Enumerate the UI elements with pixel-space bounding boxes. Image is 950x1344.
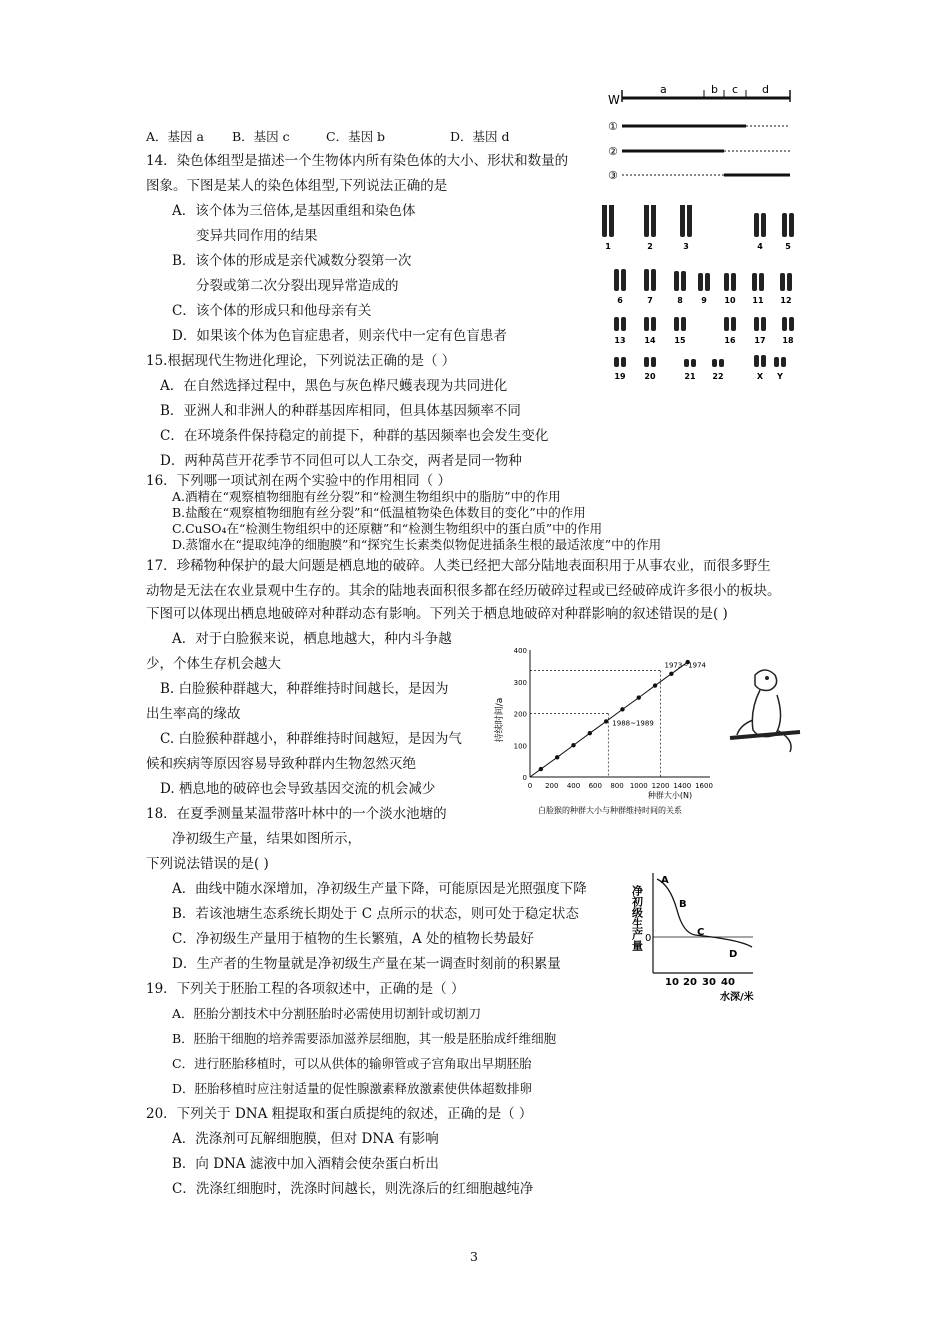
segment-b-label: b [711,83,718,96]
chromosome-pair-5 [782,213,794,237]
q15-option-b: B．亚洲人和非洲人的种群基因库相同，但具体基因频率不同 [160,403,521,419]
chart1-ytick: 0 [522,774,527,782]
chromosome-pair-2 [644,205,656,237]
chromosome-pair-1 [602,205,614,237]
q18-option-d: D．生产者的生物量就是净初级生产量在某一调查时刻前的积累量 [172,956,561,972]
q17-option-a-cont: 少，个体生存机会越大 [146,656,281,672]
chromosome-label-2: 2 [647,242,653,251]
chart1-series-line [530,662,688,777]
q13-option-c: C．基因 b [326,129,386,144]
chart1-ytick: 100 [513,742,527,751]
chromosome-pair-9 [698,273,710,291]
chromosome-label-10: 10 [724,296,736,305]
chromosome-pair-13 [614,317,626,331]
chromosome-label-19: 19 [614,372,626,381]
q17-option-a: A．对于白脸猴来说，栖息地越大，种内斗争越 [172,631,452,647]
chromosome-label-14: 14 [644,336,656,345]
q15-option-a: A．在自然选择过程中，黑色与灰色桦尺蠖表现为共同进化 [160,378,508,394]
q17-option-c: C. 白脸猴种群越小，种群维持时间越短，是因为气 [160,731,462,747]
q14-option-b-cont: 分裂或第二次分裂出现异常造成的 [196,278,399,294]
q14-option-b: B．该个体的形成是亲代减数分裂第一次 [172,253,412,269]
chart2-xtick-20: 20 [683,977,697,988]
chart2-xtick-40: 40 [721,977,735,988]
gene-row-w-label: W [608,93,620,107]
chart1-xtick: 400 [566,782,581,790]
q19-stem: 19．下列关于胚胎工程的各项叙述中，正确的是（ ） [146,981,465,997]
q13-option-b: B．基因 c [232,129,290,144]
chart1-ytick: 200 [513,710,527,719]
chart2-zero-label: 0 [645,933,652,944]
q19-option-a: A．胚胎分割技术中分割胚胎时必需使用切割针或切割刀 [172,1006,482,1021]
chromosome-label-5: 5 [785,242,791,251]
q18-stem-2: 净初级生产量，结果如图所示， [172,831,361,847]
chromosome-pair-21 [684,359,696,367]
chart1-ytick: 400 [513,647,527,655]
q14-option-d: D．如果该个体为色盲症患者，则亲代中一定有色盲患者 [172,328,507,344]
chart1-ylabel: 持续时间/a [495,697,505,743]
chart1-xtick: 1400 [673,782,692,790]
chromosome-label-20: 20 [644,372,656,381]
chart2-ylabel: 净初级生产量 [630,885,644,951]
chart1-xtick: 1000 [629,782,648,790]
chromosome-pair-3 [680,205,692,237]
q17-option-d: D. 栖息地的破碎也会导致基因交流的机会减少 [160,781,436,797]
chromosome-label-7: 7 [647,296,653,305]
gene-segment-figure [600,80,800,180]
chromosome-label-Y: Y [777,372,783,381]
q14-stem-cont: 图象。下图是某人的染色体组型,下列说法正确的是 [146,178,448,194]
chart2-xtick-30: 30 [702,977,716,988]
chart2-point-d: D [729,949,738,960]
chromosome-label-4: 4 [757,242,763,251]
chromosome-label-9: 9 [701,296,707,305]
chromosome-pair-17 [754,317,766,331]
chart1-xtick: 1200 [651,782,670,790]
chart1-annotation: 1973~1974 [664,661,706,670]
q16-option-c: C.CuSO₄在“检测生物组织中的还原糖”和“检测生物组织中的蛋白质”中的作用 [172,521,603,536]
chart2-point-b: B [679,899,687,910]
q13-option-a: A．基因 a [146,129,204,144]
chromosome-pair-20 [644,357,656,367]
chart1-point [588,731,592,735]
q17-stem-3: 下图可以体现出栖息地破碎对种群动态有影响。下列关于栖息地破碎对种群影响的叙述错误的是( ) [146,606,728,622]
q14-option-c: C．该个体的形成只和他母亲有关 [172,303,372,319]
chromosome-pair-22 [712,359,724,367]
chart2-xtick-10: 10 [665,977,679,988]
chart1-point [653,683,657,687]
q20-option-b: B．向 DNA 滤液中加入酒精会使杂蛋白析出 [172,1156,439,1172]
q15-option-d: D．两种莴苣开花季节不同但可以人工杂交，两者是同一物种 [160,453,522,469]
chromosome-pair-16 [724,317,736,331]
q17-option-b: B. 白脸猴种群越大，种群维持时间越长，是因为 [160,681,449,697]
chromosome-pair-7 [644,269,656,291]
q16-option-a: A.酒精在“观察植物细胞有丝分裂”和“检测生物组织中的脂肪”中的作用 [172,489,561,504]
chart1-xtick: 800 [610,782,624,790]
chromosome-label-X: X [756,372,764,381]
chart1-ytick: 300 [513,678,527,687]
chart1-point [620,707,624,711]
q14-option-a: A．该个体为三倍体,是基因重组和染色体 [172,203,416,219]
chart1-point [539,767,543,771]
chromosome-label-8: 8 [677,296,683,305]
q18-option-a: A．曲线中随水深增加，净初级生产量下降，可能原因是光照强度下降 [172,881,587,897]
net-production-chart [625,865,755,1005]
chromosome-pair-12 [780,273,792,291]
q20-option-c: C．洗涤红细胞时，洗涤时间越长，则洗涤后的红细胞越纯净 [172,1181,534,1197]
chart1-xlabel: 种群大小(N) [647,791,693,800]
chart1-xtick: 600 [588,782,602,790]
q18-stem-3: 下列说法错误的是( ) [146,856,269,872]
chart1-annotation: 1988~1989 [612,719,654,728]
q16-option-d: D.蒸馏水在“提取纯净的细胞膜”和“探究生长素类似物促进插条生根的最适浓度”中的作用 [172,537,662,552]
chromosome-label-12: 12 [780,296,792,305]
chromosome-pair-Y [774,357,786,367]
karyotype-figure [600,205,810,385]
q19-option-c: C．进行胚胎移植时，可以从供体的输卵管或子宫角取出早期胚胎 [172,1056,532,1071]
chromosome-pair-X [754,355,766,367]
q13-option-d: D．基因 d [450,129,510,144]
chart1-xtick: 0 [527,782,533,790]
chart2-xlabel: 水深/米 [720,992,754,1003]
q17-option-c-cont: 候和疾病等原因容易导致种群内生物忽然灭绝 [146,756,416,772]
chromosome-label-3: 3 [683,242,689,251]
row1-label: ① [608,120,618,133]
q14-stem: 14．染色体组型是描述一个生物体内所有染色体的大小、形状和数量的 [146,153,569,169]
q17-stem-1: 17．珍稀物种保护的最大问题是栖息地的破碎。人类已经把大部分陆地表面积用于从事农业，而很多野生 [146,558,771,574]
chromosome-label-1: 1 [605,242,611,251]
q19-option-b: B．胚胎干细胞的培养需要添加滋养层细胞，其一般是胚胎成纤维细胞 [172,1031,557,1046]
chromosome-pair-4 [754,213,766,237]
segment-d-label: d [762,83,769,96]
chromosome-pair-19 [614,357,626,367]
chromosome-label-22: 22 [712,372,724,381]
chromosome-label-17: 17 [754,336,766,345]
q17-stem-2: 动物是无法在农业景观中生存的。其余的陆地表面积很多都在经历破碎过程或已经破碎成许多很小的板块。 [146,583,781,599]
chart2-point-a: A [661,875,669,886]
chromosome-pair-8 [674,271,686,291]
segment-c-label: c [732,83,739,96]
chromosome-pair-18 [782,317,794,331]
chart1-xtick: 200 [545,782,559,790]
row3-label: ③ [608,169,618,180]
chart2-point-c: C [697,927,705,938]
q20-option-a: A．洗涤剂可瓦解细胞膜，但对 DNA 有影响 [172,1131,439,1147]
chromosome-label-15: 15 [674,336,686,345]
chart1-title: 白脸猴的种群大小与种群维持时间的关系 [538,806,682,815]
chromosome-pair-15 [674,317,686,331]
chart1-point [555,755,559,759]
row2-label: ② [608,145,618,158]
q14-option-a-cont: 变异共同作用的结果 [196,228,318,244]
chromosome-label-18: 18 [782,336,794,345]
q15-option-c: C．在环境条件保持稳定的前提下，种群的基因频率也会发生变化 [160,428,549,444]
chart1-xtick: 1600 [695,782,713,790]
chromosome-label-11: 11 [752,296,764,305]
chart1-point [604,719,608,723]
q19-option-d: D．胚胎移植时应注射适量的促性腺激素释放激素使供体超数排卵 [172,1081,533,1096]
segment-a-label: a [660,83,667,96]
chart1-point [637,695,641,699]
chromosome-pair-14 [644,317,656,331]
q18-option-c: C．净初级生产量用于植物的生长繁殖，A 处的植物长势最好 [172,931,534,947]
chromosome-label-13: 13 [614,336,626,345]
page-number: 3 [470,1249,478,1264]
q18-option-b: B．若该池塘生态系统长期处于 C 点所示的状态，则可处于稳定状态 [172,906,579,922]
chromosome-label-16: 16 [724,336,736,345]
chart1-point [669,672,673,676]
q17-option-b-cont: 出生率高的缘故 [146,706,241,722]
chromosome-label-21: 21 [684,372,696,381]
chromosome-pair-6 [614,269,626,291]
chromosome-pair-10 [724,273,736,291]
q20-stem: 20．下列关于 DNA 粗提取和蛋白质提纯的叙述，正确的是（ ） [146,1106,533,1122]
q16-stem: 16．下列哪一项试剂在两个实验中的作用相同（ ） [146,473,451,489]
chromosome-label-6: 6 [617,296,623,305]
monkey-illustration [725,660,805,755]
chromosome-pair-11 [752,273,764,291]
chart1-point [571,743,575,747]
q18-stem-1: 18．在夏季测量某温带落叶林中的一个淡水池塘的 [146,806,447,822]
q16-option-b: B.盐酸在“观察植物细胞有丝分裂”和“低温植物染色体数目的变化”中的作用 [172,505,586,520]
population-duration-chart [490,640,720,820]
q15-stem: 15.根据现代生物进化理论，下列说法正确的是（ ） [146,353,456,369]
